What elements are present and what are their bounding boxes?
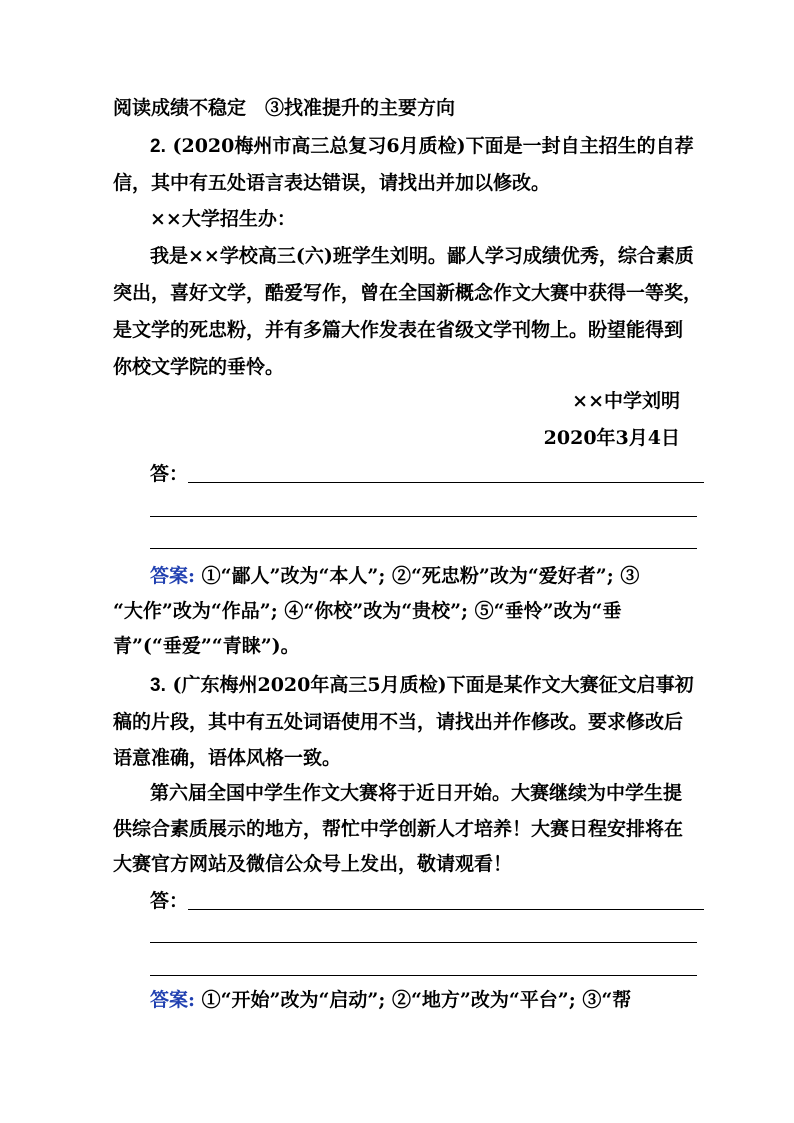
question-text: 语意准确，语体风格一致。 (113, 747, 342, 769)
question-text: (广东梅州2020年高三5月质检)下面是某作文大赛征文启事初 (172, 674, 694, 696)
question-number: 3. (150, 675, 166, 696)
answer-blank-line (150, 942, 697, 943)
answer-text: ①“开始”改为“启动”; ②“地方”改为“平台”; ③“帮 (195, 989, 632, 1011)
answer-prompt: 答： (150, 463, 189, 485)
passage-text: 大赛官方网站及微信公众号上发出，敬请观看！ (113, 853, 513, 875)
answer-label: 答案: (150, 989, 196, 1011)
answer-blank-line (188, 909, 704, 910)
answer-line (150, 988, 695, 1012)
question-text: (2020梅州市高三总复习6月质检)下面是一封自主招生的自荐 (172, 135, 694, 157)
letter-body: 突出，喜好文学，酷爱写作，曾在全国新概念作文大赛中获得一等奖， (113, 282, 703, 304)
text-line: 阅读成绩不稳定 ③找准提升的主要方向 (113, 97, 456, 119)
passage-text: 供综合素质展示的地方，帮忙中学创新人才培养！大赛日程安排将在 (113, 818, 684, 840)
question-number: 2. (150, 136, 166, 157)
answer-text: ①“鄙人”改为“本人”; ②“死忠粉”改为“爱好者”; ③ (195, 565, 640, 587)
letter-body: 是文学的死忠粉，并有多篇大作发表在省级文学刊物上。盼望能得到 (113, 319, 684, 341)
answer-label: 答案: (150, 565, 196, 587)
letter-body: 我是××学校高三(六)班学生刘明。鄙人学习成绩优秀，综合素质 (150, 245, 694, 267)
answer-text: 青”(“垂爱”“青睐”)。 (113, 635, 300, 657)
answer-line (150, 564, 695, 588)
answer-prompt: 答： (150, 890, 189, 912)
letter-date: 2020年3月4日 (543, 427, 680, 449)
letter-body: 你校文学院的垂怜。 (113, 356, 285, 378)
answer-blank-line (150, 548, 697, 549)
question-text: 信，其中有五处语言表达错误，请找出并加以修改。 (113, 172, 551, 194)
passage-text: 第六届全国中学生作文大赛将于近日开始。大赛继续为中学生提 (150, 782, 683, 804)
answer-blank-line (150, 516, 697, 517)
answer-blank-line (150, 975, 697, 976)
letter-salutation: ××大学招生办： (150, 208, 296, 230)
question-text: 稿的片段，其中有五处词语使用不当，请找出并作修改。要求修改后 (113, 711, 684, 733)
question-3-line (150, 673, 695, 698)
letter-signature: ××中学刘明 (572, 390, 680, 412)
question-2-line (150, 134, 695, 159)
answer-blank-line (188, 482, 704, 483)
answer-text: “大作”改为“作品”; ④“你校”改为“贵校”; ⑤“垂怜”改为“垂 (113, 600, 622, 622)
